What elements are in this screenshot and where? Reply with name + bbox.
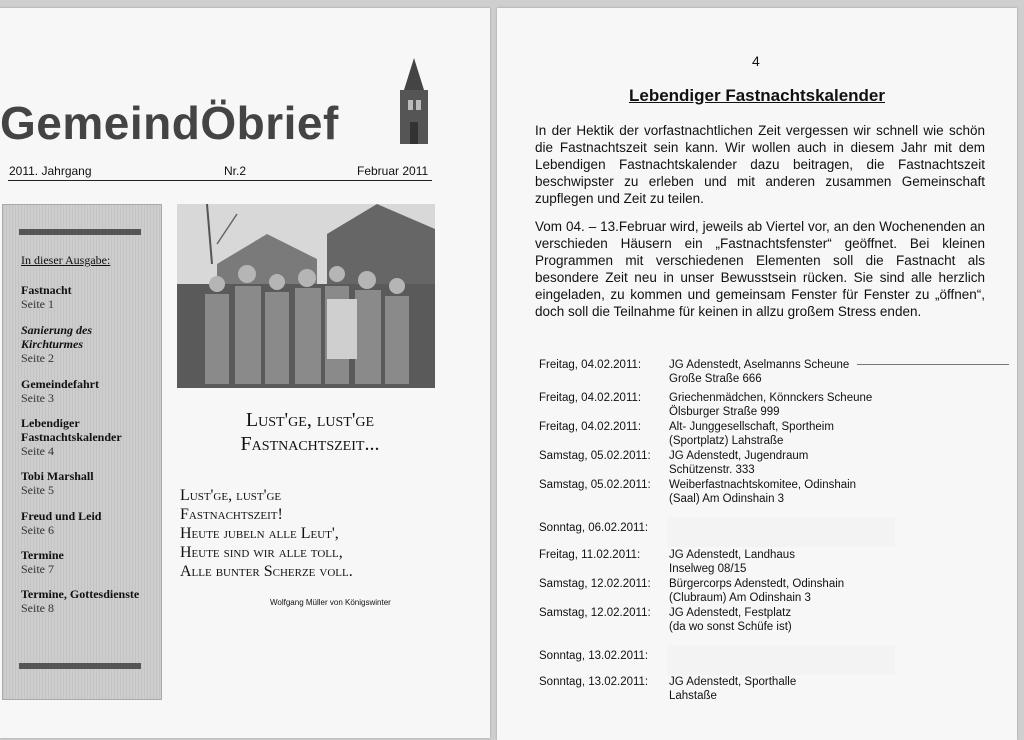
contents-heading: In dieser Ausgabe: xyxy=(21,253,111,267)
poem-heading: Lust'ge, lust'ge Fastnachtszeit... xyxy=(240,409,380,455)
contents-item: Termine, Gottesdienste Seite 8 xyxy=(21,587,140,615)
contents-item: Sanierung des Kirchturmes Seite 2 xyxy=(21,323,93,365)
empty-slot xyxy=(667,517,895,547)
contents-item: Lebendiger Fastnachtskalender Seite 4 xyxy=(21,416,122,458)
masthead-title: GemeindÖbrief xyxy=(0,97,339,149)
left-newsletter-page xyxy=(0,8,490,738)
sidebar-top-bar xyxy=(19,229,141,235)
carnival-crowd-photo xyxy=(177,204,435,388)
page-number: 4 xyxy=(752,53,760,69)
empty-slot xyxy=(667,645,895,675)
article-title: Lebendiger Fastnachtskalender xyxy=(628,86,886,105)
details-paragraph: Vom 04. – 13.Februar wird, jeweils ab Viertel vor, an den Wochenenden an verschieden Häusern ein „Fastnachtsfenster“ geöffnet. Bei kleinen Programmen mit verschiedenen Elementen soll die Fastnacht als besondere Zeit neu in unser Bewusstsein rücken. Sie sind alle herzlich eingeladen, zu kommen und gemeinsam Fenster für Fenster zu „öffnen“, doch soll die Teilnahme für keinen in allzu großem Stress enden. xyxy=(535,219,985,319)
leader-line xyxy=(857,364,1009,365)
contents-item: Fastnacht Seite 1 xyxy=(21,283,72,311)
contents-sidebar xyxy=(2,204,162,700)
sidebar-bottom-bar xyxy=(19,663,141,669)
issue-number: Nr.2 xyxy=(224,164,247,178)
right-newsletter-page: 4 Lebendiger Fastnachtskalender In der Hektik der vorfastnachtlichen Zeit vergessen wir schnell wie schön die Fastnachtszeit sein kann. Wir wollen auch in diesem Jahr mit dem Lebendigen Fastnachtskalender dazu beitragen, die Fastnachtszeit beschwipster zu erleben und mit anderen zusammen Gemeinschaft zupflegen und Zeit zu teilen. Vom 04. – 13.Februar wird, jeweils ab Viertel vor, an den Wochenenden an verschieden Häusern ein „Fastnachtsfenster“ geöffnet. Bei kleinen Programmen mit verschiedenen Elementen soll die Fastnacht als besondere Zeit neu in unser Bewusstsein rücken. Sie sind alle herzlich eingeladen, zu kommen und gemeinsam Fenster für Fenster zu „öffnen“, doch soll die Teilnahme für keinen in allzu großem Stress enden. Freitag, 04.02.2011: JG Adenstedt, Aselmanns Scheune Große Straße 666 Freitag, 04.02.2011: Griechenmädchen, Könnckers Scheune Ölsburger Straße 999 Freitag, 04.02.2011: Alt- Junggesellschaft, Sportheim (Sportplatz) Lahstraße Samstag, 05.02.2011: JG Adenstedt, Jugendraum Schützenstr. 333 Samstag, 05.02.2011: Weiberfastnachtskomitee, Odinshain (Saal) Am Odinshain 3 Sonntag, 06.02.2011: Freitag, 11.02.2011: JG Adenstedt, Landhaus Inselweg 08/15 Samstag, 12.02.2011: Bürgercorps Adenstedt, Odinshain (Clubraum) Am Odinshain 3 Samstag, 12.02.2011: JG Adenstedt, Festplatz (da wo sonst Schüfe ist) Sonntag, 13.02.2011: Sonntag, 13.02.2011: JG Adenstedt, Sporthalle Lahstaße xyxy=(497,8,1017,740)
contents-item: Freud und Leid Seite 6 xyxy=(21,509,102,537)
contents-item: Gemeindefahrt Seite 3 xyxy=(21,377,99,405)
issue-date: Februar 2011 xyxy=(357,164,429,178)
contents-item: Termine Seite 7 xyxy=(21,548,64,576)
poem-verse: Lust'ge, lust'ge Fastnachtszeit! Heute jubeln alle Leut', Heute sind wir alle toll, Alle bunter Scherze voll. xyxy=(180,487,353,580)
poem-author: Wolfgang Müller von Königswinter xyxy=(270,598,391,607)
issue-year: 2011. Jahrgang xyxy=(9,164,92,178)
contents-item: Tobi Marshall Seite 5 xyxy=(21,469,94,497)
intro-paragraph: In der Hektik der vorfastnachtlichen Zeit vergessen wir schnell wie schön die Fastnachtszeit sein kann. Wir wollen auch in diesem Jahr mit dem Lebendigen Fastnachtskalender dazu beitragen, die Fastnachtszeit beschwipster zu erleben und mit anderen zusammen Gemeinschaft zupflegen und Zeit zu teilen. xyxy=(535,123,985,206)
church-tower-image xyxy=(394,56,434,146)
header-rule xyxy=(8,180,432,181)
